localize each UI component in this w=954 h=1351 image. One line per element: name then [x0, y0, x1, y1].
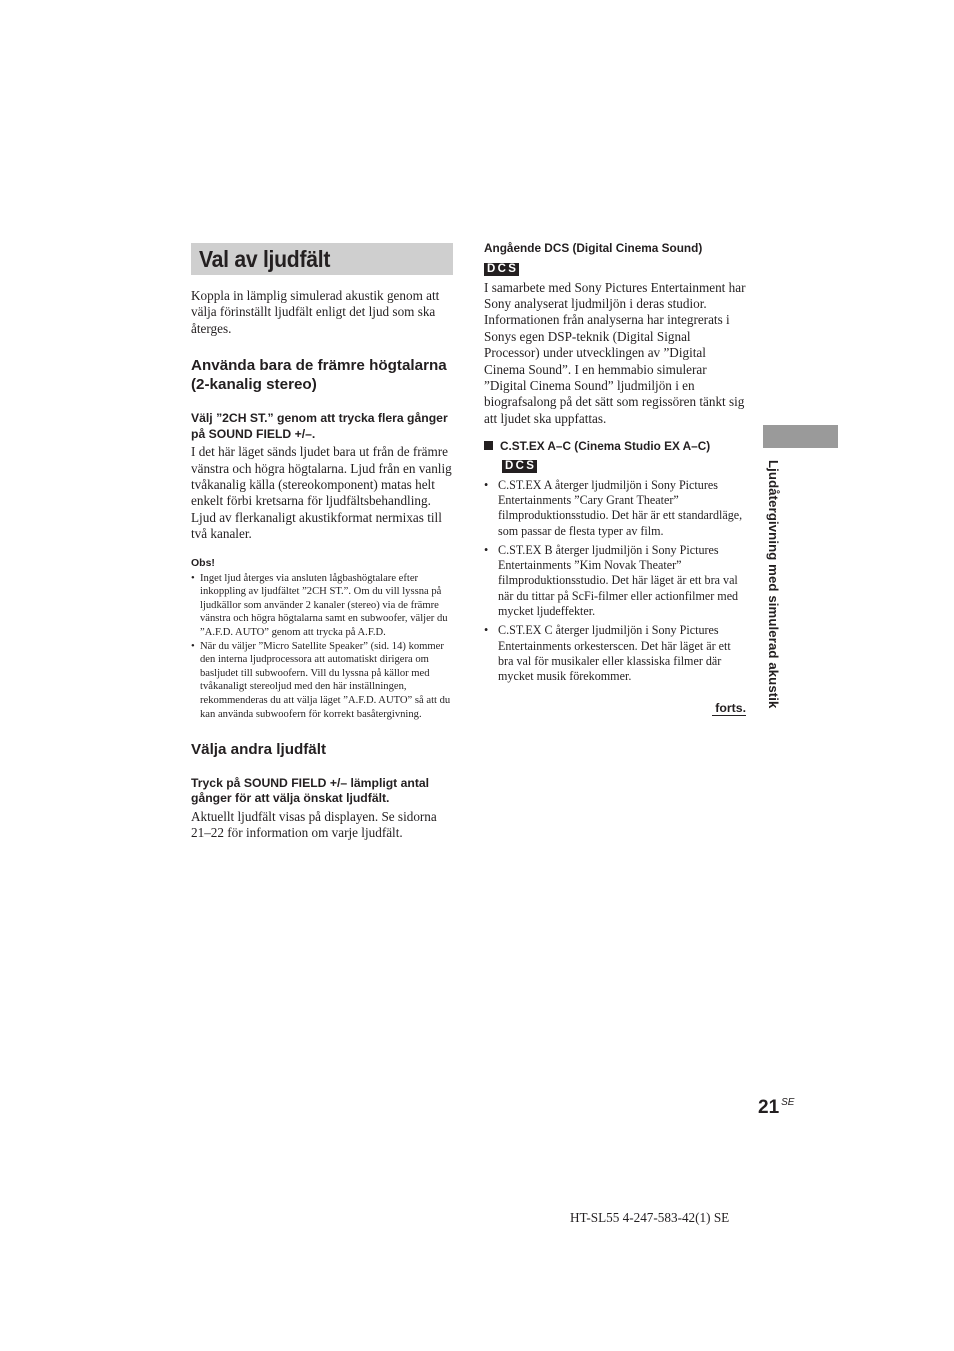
page-title-box — [191, 243, 453, 275]
dcs-heading: Angående DCS (Digital Cinema Sound) — [484, 241, 703, 255]
intro-text: Koppla in lämplig simulerad akustik genom att välja förinställt ljudfält enligt det ljud som ska återges. — [191, 288, 440, 336]
continued-label: forts. — [712, 701, 746, 716]
cstex-badge: DCS — [502, 460, 537, 473]
page-number-value: 21 — [758, 1097, 780, 1118]
body-2ch: I det här läget sänds ljudet bara ut från de främre vänstra och högra högtalarna. Ljud från en vanlig tvåkanalig källa (stereokomponent) matas helt enkelt förbi kretsarna för ljudfältsbehandling. Ljud av flerkanaligt akustikformat nermixas till två kanaler. — [191, 444, 452, 542]
right-column — [484, 241, 746, 716]
dcs-badge: DCS — [484, 263, 519, 276]
left-column — [191, 243, 453, 842]
obs-item: • När du väljer ”Micro Satellite Speaker” (sid. 14) kommer den interna ljudprocessora att automatiskt dirigera om basljudet till subwoofern. Vill du lyssna på källor med tvåkanaligt stereoljud med den här inställningen, rekommenderas du att välja läget ”A.F.D. AUTO” så att du kan använda subwoofern för korrekt basåtergivning. — [191, 640, 453, 722]
cstex-heading-text: C.ST.EX A–C (Cinema Studio EX A–C) — [500, 439, 711, 454]
square-bullet-icon — [484, 441, 493, 450]
step-2ch: Välj ”2CH ST.” genom att trycka flera gånger på SOUND FIELD +/–. — [191, 411, 448, 441]
step-other: Tryck på SOUND FIELD +/– lämpligt antal gånger för att välja önskat ljudfält. — [191, 775, 430, 806]
section-heading-2ch: Använda bara de främre högtalarna (2-kanalig stereo) — [191, 357, 447, 393]
obs-item: • Inget ljud återges via ansluten lågbashögtalare efter inkoppling av ljudfältet ”2CH ST.”. Om du vill lyssna på ljudkällor som använder 2 kanaler (stereo) via de främre vänstra och högra högtalarna samt en subwoofer, väljer du ”A.F.D. AUTO” genom att trycka på A.F.D. — [191, 572, 453, 640]
body-other: Aktuellt ljudfält visas på displayen. Se sidorna 21–22 för information om varje ljudfält. — [191, 808, 437, 841]
cstex-item: • C.ST.EX C återger ljudmiljön i Sony Pictures Entertainments orkesterscen. Det här läget är ett bra val för musikaler eller klassiska filmer där mycket musik förekommer. — [484, 623, 746, 684]
obs-heading: Obs! — [191, 556, 215, 569]
footer-model: HT-SL55 4-247-583-42(1) SE — [570, 1210, 730, 1225]
page-number — [758, 1097, 794, 1119]
cstex-list — [484, 478, 746, 685]
section-heading-other: Välja andra ljudfält — [191, 741, 327, 759]
side-tab — [763, 425, 838, 448]
cstex-heading — [484, 439, 746, 455]
side-label: Ljudåtergivning med simulerad akustik — [766, 460, 781, 709]
page-title: Val av ljudfält — [199, 245, 331, 272]
cstex-item: • C.ST.EX B återger ljudmiljön i Sony Pictures Entertainments ”Kim Novak Theater” filmproduktionsstudio. Det här läget är ett bra val när du tittar på ScFi-filmer eller actionfilmer med mycket ljudeffekter. — [484, 543, 746, 619]
dcs-body: I samarbete med Sony Pictures Entertainment har Sony analyserat ljudmiljön i deras studior. Informationen från analyserna har integrerats i Sonys egen DSP-teknik (Digital Signal Processor) under utvecklingen av ”Digital Cinema Sound”. I en hemmabio simulerar ”Digital Cinema Sound” ljudmiljön i en biografsalong på det sätt som regissören tänkt sig att ljudet ska uppfattas. — [484, 279, 746, 426]
page-number-suffix: SE — [781, 1097, 795, 1108]
obs-list — [191, 572, 453, 722]
cstex-item: • C.ST.EX A återger ljudmiljön i Sony Pictures Entertainments ”Cary Grant Theater” filmproduktionsstudio. Det här är ett standardläge, som passar de flesta typer av film. — [484, 478, 746, 539]
